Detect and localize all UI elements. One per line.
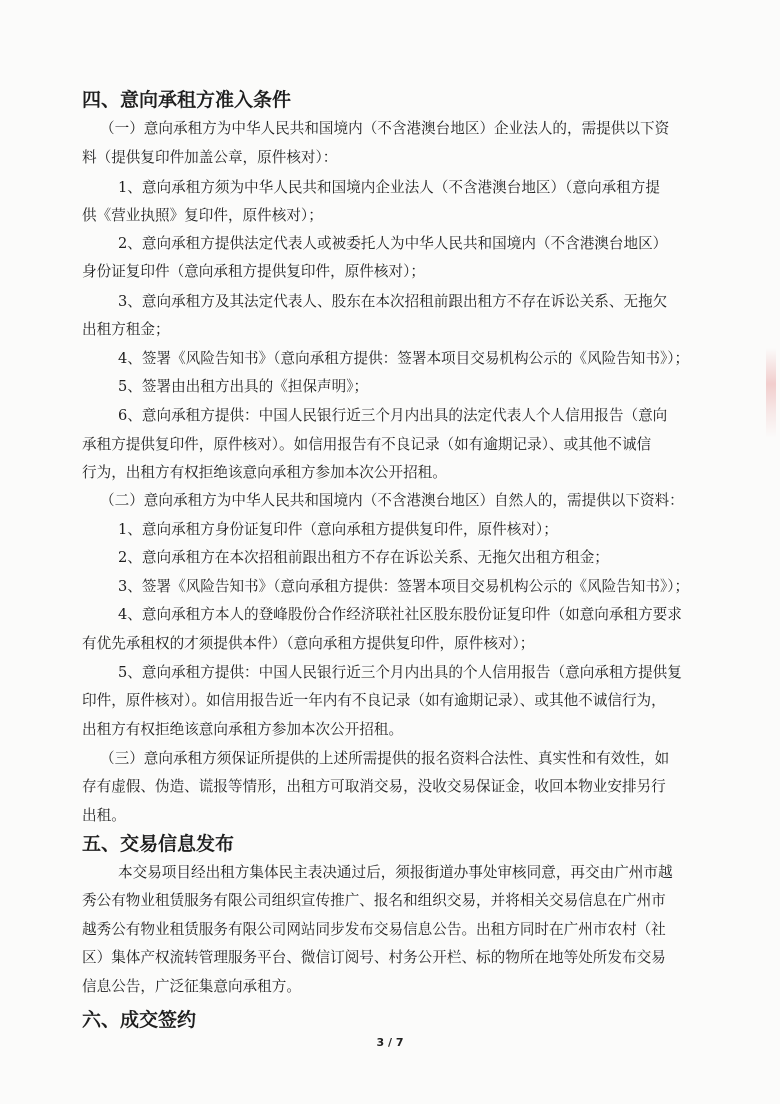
section-5-heading: 五、交易信息发布 (82, 833, 235, 855)
paragraph-line: （一）意向承租方为中华人民共和国境内（不含港澳台地区）企业法人的，需提供以下资 (100, 120, 670, 137)
paragraph-line: 1、意向承租方须为中华人民共和国境内企业法人（不含港澳台地区）（意向承租方提 (118, 179, 660, 196)
paragraph-line: 有优先承租权的才须提供本件）（意向承租方提供复印件，原件核对）； (82, 635, 535, 652)
paragraph-line: 出租方有权拒绝该意向承租方参加本次公开招租。 (82, 721, 404, 738)
paragraph-line: 承租方提供复印件，原件核对）。如信用报告有不良记录（如有逾期记录）、或其他不诚信 (82, 436, 652, 453)
paragraph-line: 料（提供复印件加盖公章，原件核对）： (82, 149, 338, 166)
paragraph-line: 出租。 (82, 807, 126, 824)
paragraph-line: 身份证复印件（意向承租方提供复印件，原件核对）； (82, 263, 425, 280)
paragraph-line: 3、意向承租方及其法定代表人、股东在本次招租前跟出租方不存在诉讼关系、无拖欠 (118, 293, 668, 310)
paragraph-line: 4、签署《风险告知书》（意向承租方提供：签署本项目交易机构公示的《风险告知书》）； (118, 350, 690, 367)
paragraph-line: 行为，出租方有权拒绝该意向承租方参加本次公开招租。 (82, 464, 447, 481)
paragraph-line: 本交易项目经出租方集体民主表决通过后，须报街道办事处审核同意，再交由广州市越 (118, 864, 673, 881)
paragraph-line: 信息公告，广泛征集意向承租方。 (82, 978, 301, 995)
paragraph-line: 4、意向承租方本人的登峰股份合作经济联社社区股东股份证复印件（如意向承租方要求 (118, 606, 682, 623)
paragraph-line: 印件，原件核对）。如信用报告近一年内有不良记录（如有逾期记录）、或其他不诚信行为， (82, 692, 666, 709)
paragraph-line: 供《营业执照》复印件，原件核对）； (82, 207, 323, 224)
paragraph-line: 1、意向承租方身份证复印件（意向承租方提供复印件，原件核对）； (118, 521, 558, 538)
section-6-heading: 六、成交签约 (82, 1009, 197, 1031)
paragraph-line: 6、意向承租方提供：中国人民银行近三个月内出具的法定代表人个人信用报告（意向 (118, 407, 668, 424)
paragraph-line: （三）意向承租方须保证所提供的上述所需提供的报名资料合法性、真实性和有效性，如 (100, 750, 670, 767)
paragraph-line: 越秀公有物业租赁服务有限公司网站同步发布交易信息公告。出租方同时在广州市农村（社 (82, 921, 666, 938)
paragraph-line: 秀公有物业租赁服务有限公司组织宣传推广、报名和组织交易，并将相关交易信息在广州市 (82, 892, 666, 909)
paragraph-line: 2、意向承租方在本次招租前跟出租方不存在诉讼关系、无拖欠出租方租金； (118, 549, 609, 566)
section-4-heading: 四、意向承租方准入条件 (82, 89, 292, 111)
paragraph-line: 5、意向承租方提供：中国人民银行近三个月内出具的个人信用报告（意向承租方提供复 (118, 664, 682, 681)
paragraph-line: （二）意向承租方为中华人民共和国境内（不含港澳台地区）自然人的，需提供以下资料： (100, 492, 684, 509)
paragraph-line: 出租方租金； (82, 321, 170, 338)
paragraph-line: 区）集体产权流转管理服务平台、微信订阅号、村务公开栏、标的物所在地等处所发布交易 (82, 949, 666, 966)
paragraph-line: 存有虚假、伪造、谎报等情形，出租方可取消交易，没收交易保证金，收回本物业安排另行 (82, 778, 666, 795)
seal-edge-mark (766, 348, 776, 438)
page-number: 3 / 7 (376, 1036, 404, 1049)
paragraph-line: 5、签署由出租方出具的《担保声明》； (118, 378, 369, 395)
paragraph-line: 2、意向承租方提供法定代表人或被委托人为中华人民共和国境内（不含港澳台地区） (118, 235, 668, 252)
paragraph-line: 3、签署《风险告知书》（意向承租方提供：签署本项目交易机构公示的《风险告知书》）； (118, 578, 690, 595)
